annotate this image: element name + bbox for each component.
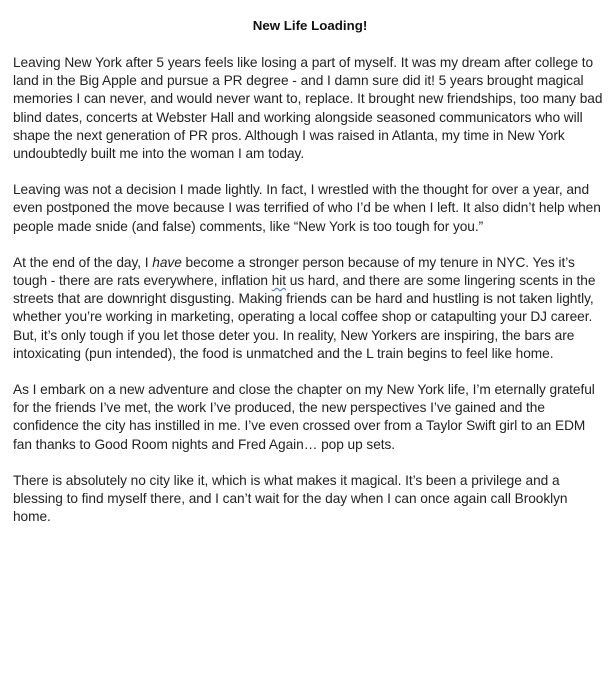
paragraph-3-text-start: At the end of the day, I	[13, 254, 153, 270]
document-title: New Life Loading!	[252, 18, 368, 33]
paragraph-2: Leaving was not a decision I made lightly. In fact, I wrestled with the thought for over a year, and even postponed the move because I was terrified of who I’d be when I left. It also didn’t help when people made snide (and false) comments, like “New York is too tough for you.”	[13, 182, 601, 234]
paragraph-4: As I embark on a new adventure and close the chapter on my New York life, I’m eternally grateful for the friends I’ve met, the work I’ve produced, the new perspectives I’ve gained and the confidence the city has instilled in me. I’ve even crossed over from a Taylor Swift girl to an EDM fan thanks to Good Room nights and Fred Again… pop up sets.	[13, 382, 595, 452]
spellcheck-flagged-word[interactable]: hit	[271, 273, 287, 289]
paragraph-3-text-middle: become a stronger person because of my tenure in NYC. Yes it’s tough - there are rats everywhere, inflation	[13, 254, 575, 289]
paragraph-1: Leaving New York after 5 years feels like losing a part of myself. It was my dream after college to land in the Big Apple and pursue a PR degree - and I damn sure did it! 5 years brought magical memories I can never, and would never want to, replace. It brought new friendships, too many bad blind dates, concerts at Webster Hall and working alongside seasoned communicators who will shape the next generation of PR pros. Although I was raised in Atlanta, my time in New York undoubtedly built me into the woman I am today.	[13, 55, 603, 162]
paragraph-3-text-end: us hard, and there are some lingering scents in the streets that are downright disgusting. Making friends can be hard and hustling is not taken lightly, whether you’re working in marketing, operating a local coffee shop or catapulting your DJ career. But, it’s only tough if you let those deter you. In reality, New Yorkers are inspiring, the bars are intoxicating (pun intended), the food is unmatched and the L train begins to feel like home.	[13, 273, 596, 361]
paragraph-3	[13, 254, 607, 363]
paragraph-5: There is absolutely no city like it, which is what makes it magical. It’s been a privilege and a blessing to find myself there, and I can’t wait for the day when I can once again call Brooklyn home.	[13, 472, 568, 525]
italic-word: have	[152, 254, 182, 270]
